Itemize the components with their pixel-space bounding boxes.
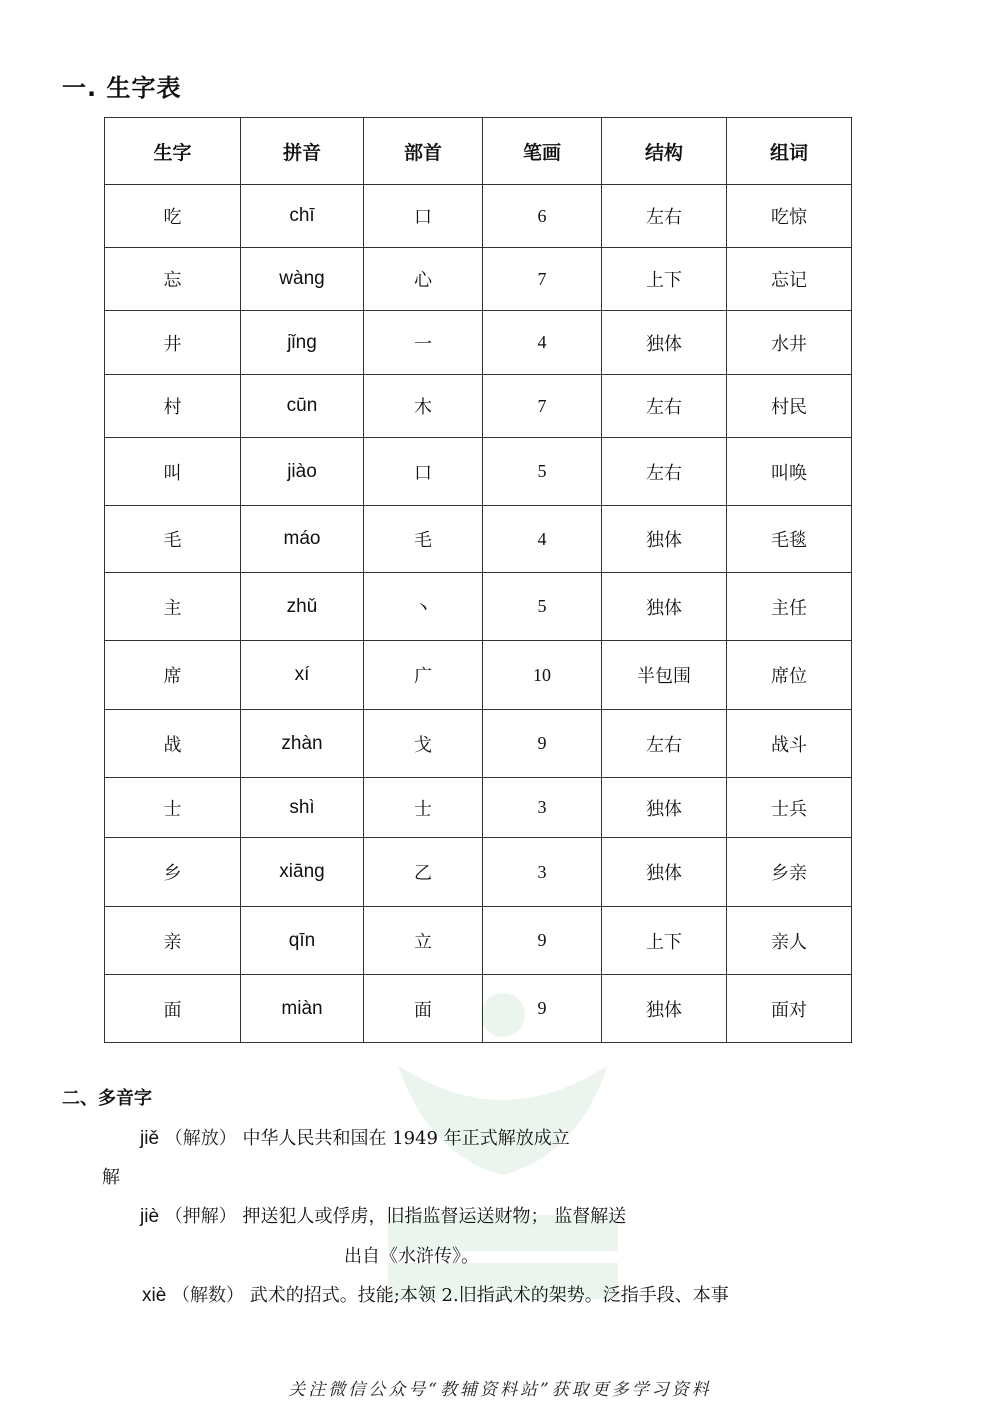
cell-character: 井 xyxy=(105,311,241,375)
cell-strokes: 3 xyxy=(483,838,602,907)
cell-character: 席 xyxy=(105,641,241,710)
cell-radical: 毛 xyxy=(364,506,483,573)
cell-strokes: 10 xyxy=(483,641,602,710)
cell-pinyin: wàng xyxy=(241,248,364,311)
header-strokes: 笔画 xyxy=(483,118,602,185)
cell-strokes: 5 xyxy=(483,573,602,641)
cell-pinyin: miàn xyxy=(241,975,364,1043)
cell-strokes: 3 xyxy=(483,778,602,838)
cell-structure: 独体 xyxy=(602,975,727,1043)
cell-radical: 口 xyxy=(364,185,483,248)
cell-words: 战斗 xyxy=(727,710,852,778)
entry-pinyin: jiě xyxy=(140,1128,160,1149)
cell-character: 毛 xyxy=(105,506,241,573)
cell-structure: 左右 xyxy=(602,710,727,778)
cell-radical: 丶 xyxy=(364,573,483,641)
table-row xyxy=(105,573,852,641)
table-header-row xyxy=(105,118,852,185)
entry-pinyin: jiè xyxy=(140,1206,160,1227)
cell-character: 乡 xyxy=(105,838,241,907)
cell-strokes: 9 xyxy=(483,710,602,778)
cell-character: 士 xyxy=(105,778,241,838)
table-row xyxy=(105,975,852,1043)
cell-words: 叫唤 xyxy=(727,438,852,506)
table-row xyxy=(105,506,852,573)
cell-words: 士兵 xyxy=(727,778,852,838)
cell-character: 吃 xyxy=(105,185,241,248)
polyphone-entry-1 xyxy=(140,1124,570,1150)
cell-strokes: 5 xyxy=(483,438,602,506)
cell-words: 毛毯 xyxy=(727,506,852,573)
cell-character: 主 xyxy=(105,573,241,641)
header-structure: 结构 xyxy=(602,118,727,185)
header-radical: 部首 xyxy=(364,118,483,185)
cell-radical: 口 xyxy=(364,438,483,506)
cell-pinyin: zhàn xyxy=(241,710,364,778)
cell-words: 忘记 xyxy=(727,248,852,311)
entry-word: （解数） xyxy=(172,1285,245,1306)
cell-strokes: 4 xyxy=(483,311,602,375)
table-row xyxy=(105,375,852,438)
cell-structure: 上下 xyxy=(602,907,727,975)
cell-structure: 左右 xyxy=(602,438,727,506)
cell-pinyin: máo xyxy=(241,506,364,573)
header-character: 生字 xyxy=(105,118,241,185)
cell-structure: 上下 xyxy=(602,248,727,311)
cell-pinyin: xiāng xyxy=(241,838,364,907)
section-2-title: 二、多音字 xyxy=(62,1088,152,1109)
cell-structure: 左右 xyxy=(602,185,727,248)
cell-radical: 一 xyxy=(364,311,483,375)
cell-structure: 独体 xyxy=(602,838,727,907)
cell-pinyin: xí xyxy=(241,641,364,710)
section-1-title: 一. 生字表 xyxy=(62,74,182,102)
cell-strokes: 7 xyxy=(483,375,602,438)
cell-character: 村 xyxy=(105,375,241,438)
entry-text: 押送犯人或俘虏，旧指监督运送财物； 监督解送 xyxy=(242,1206,627,1227)
cell-words: 吃惊 xyxy=(727,185,852,248)
cell-words: 席位 xyxy=(727,641,852,710)
cell-structure: 半包围 xyxy=(602,641,727,710)
polyphone-entry-2-continuation: 出自《水浒传》。 xyxy=(344,1246,479,1267)
cell-pinyin: shì xyxy=(241,778,364,838)
cell-radical: 心 xyxy=(364,248,483,311)
cell-radical: 面 xyxy=(364,975,483,1043)
cell-words: 面对 xyxy=(727,975,852,1043)
cell-words: 村民 xyxy=(727,375,852,438)
cell-character: 亲 xyxy=(105,907,241,975)
entry-text: 中华人民共和国在 1949 年正式解放成立 xyxy=(242,1128,570,1149)
cell-strokes: 9 xyxy=(483,975,602,1043)
cell-radical: 广 xyxy=(364,641,483,710)
polyphone-entry-3 xyxy=(142,1281,729,1307)
cell-words: 乡亲 xyxy=(727,838,852,907)
table-row xyxy=(105,907,852,975)
cell-strokes: 4 xyxy=(483,506,602,573)
table-row xyxy=(105,185,852,248)
cell-radical: 戈 xyxy=(364,710,483,778)
table-row xyxy=(105,778,852,838)
footer-note: 关注微信公众号“教辅资料站”获取更多学习资料 xyxy=(288,1380,712,1400)
cell-pinyin: cūn xyxy=(241,375,364,438)
header-pinyin: 拼音 xyxy=(241,118,364,185)
cell-words: 亲人 xyxy=(727,907,852,975)
entry-word: （押解） xyxy=(164,1206,237,1227)
cell-strokes: 9 xyxy=(483,907,602,975)
cell-character: 叫 xyxy=(105,438,241,506)
table-row xyxy=(105,438,852,506)
cell-structure: 独体 xyxy=(602,573,727,641)
cell-strokes: 6 xyxy=(483,185,602,248)
cell-character: 忘 xyxy=(105,248,241,311)
cell-pinyin: zhǔ xyxy=(241,573,364,641)
cell-structure: 左右 xyxy=(602,375,727,438)
cell-character: 面 xyxy=(105,975,241,1043)
cell-radical: 士 xyxy=(364,778,483,838)
cell-pinyin: qīn xyxy=(241,907,364,975)
cell-pinyin: jǐng xyxy=(241,311,364,375)
table-row xyxy=(105,641,852,710)
cell-structure: 独体 xyxy=(602,778,727,838)
header-words: 组词 xyxy=(727,118,852,185)
cell-pinyin: jiào xyxy=(241,438,364,506)
polyphone-character: 解 xyxy=(102,1167,120,1188)
entry-pinyin: xiè xyxy=(142,1285,167,1306)
table-row xyxy=(105,248,852,311)
table-row xyxy=(105,311,852,375)
entry-word: （解放） xyxy=(164,1128,237,1149)
table-row xyxy=(105,838,852,907)
entry-text: 武术的招式。技能;本领 2.旧指武术的架势。泛指手段、本事 xyxy=(249,1285,729,1306)
cell-pinyin: chī xyxy=(241,185,364,248)
cell-radical: 木 xyxy=(364,375,483,438)
cell-radical: 立 xyxy=(364,907,483,975)
character-table xyxy=(104,117,852,1043)
cell-words: 主任 xyxy=(727,573,852,641)
cell-radical: 乙 xyxy=(364,838,483,907)
cell-structure: 独体 xyxy=(602,311,727,375)
cell-structure: 独体 xyxy=(602,506,727,573)
polyphone-entry-2 xyxy=(140,1202,626,1228)
table-row xyxy=(105,710,852,778)
cell-strokes: 7 xyxy=(483,248,602,311)
cell-words: 水井 xyxy=(727,311,852,375)
cell-character: 战 xyxy=(105,710,241,778)
